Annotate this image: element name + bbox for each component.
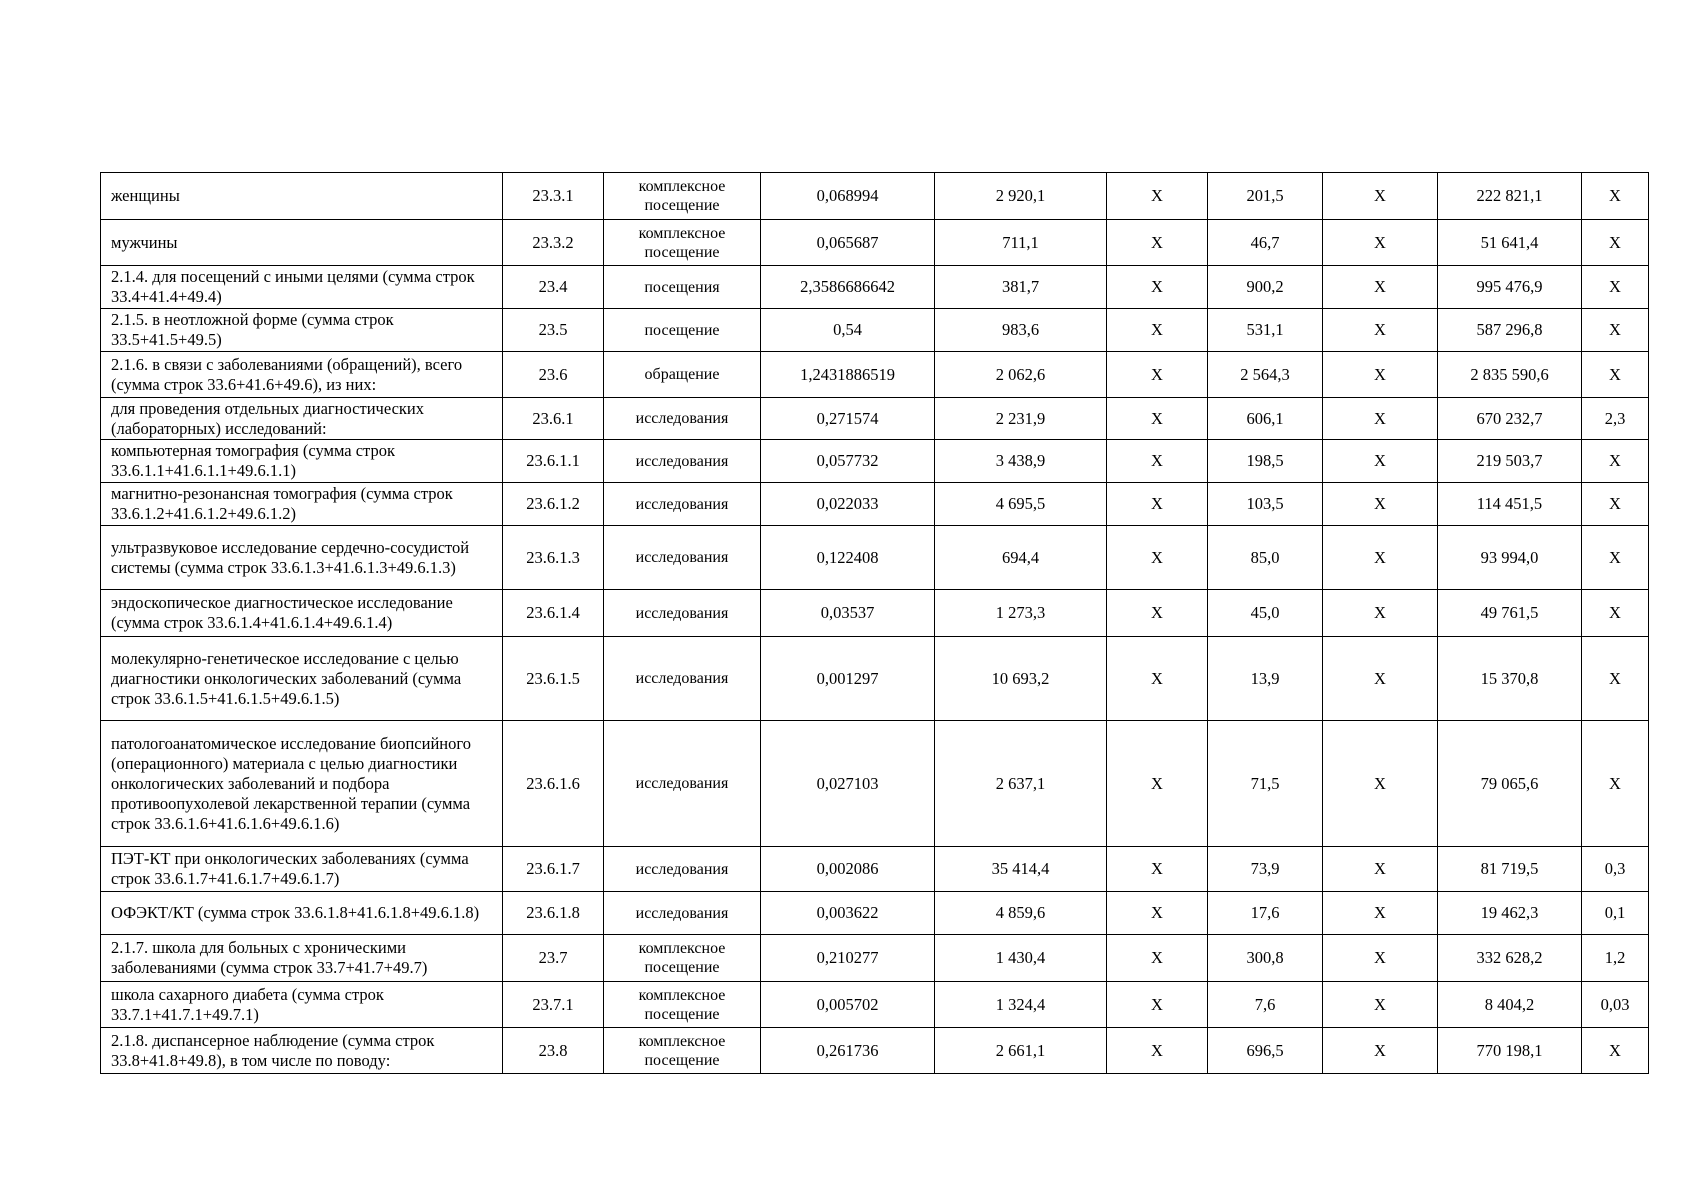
col8-cell: Х (1323, 220, 1438, 266)
norm-cell: 0,271574 (761, 398, 935, 440)
col8-cell: Х (1323, 526, 1438, 590)
col9-cell: 670 232,7 (1438, 398, 1582, 440)
row-code-cell: 23.4 (503, 266, 604, 309)
col7-cell: 900,2 (1208, 266, 1323, 309)
col8-cell: Х (1323, 440, 1438, 483)
row-name-cell: 2.1.8. диспансерное наблюдение (сумма строк 33.8+41.8+49.8), в том числе по поводу: (101, 1028, 503, 1074)
row-name-cell: магнитно-резонансная томография (сумма строк 33.6.1.2+41.6.1.2+49.6.1.2) (101, 483, 503, 526)
row-code-cell: 23.3.2 (503, 220, 604, 266)
col6-cell: Х (1107, 220, 1208, 266)
row-code-cell: 23.5 (503, 309, 604, 352)
norm-cell: 0,005702 (761, 982, 935, 1028)
col6-cell: Х (1107, 483, 1208, 526)
table-row (101, 440, 1649, 483)
table-row (101, 352, 1649, 398)
row-code-cell: 23.6.1 (503, 398, 604, 440)
unit-cell: исследования (604, 847, 761, 892)
col9-cell: 770 198,1 (1438, 1028, 1582, 1074)
col8-cell: Х (1323, 398, 1438, 440)
cost-cell: 2 637,1 (935, 721, 1107, 847)
cost-cell: 2 920,1 (935, 173, 1107, 220)
col10-cell: Х (1582, 483, 1649, 526)
cost-cell: 3 438,9 (935, 440, 1107, 483)
col10-cell: Х (1582, 526, 1649, 590)
table-row (101, 173, 1649, 220)
col10-cell: Х (1582, 266, 1649, 309)
table-row (101, 721, 1649, 847)
row-code-cell: 23.3.1 (503, 173, 604, 220)
col9-cell: 222 821,1 (1438, 173, 1582, 220)
norm-cell: 0,022033 (761, 483, 935, 526)
col6-cell: Х (1107, 892, 1208, 935)
norm-cell: 0,03537 (761, 590, 935, 637)
col8-cell: Х (1323, 847, 1438, 892)
col9-cell: 114 451,5 (1438, 483, 1582, 526)
col7-cell: 85,0 (1208, 526, 1323, 590)
table-row (101, 590, 1649, 637)
unit-cell: посещения (604, 266, 761, 309)
col10-cell: Х (1582, 309, 1649, 352)
col8-cell: Х (1323, 173, 1438, 220)
col9-cell: 51 641,4 (1438, 220, 1582, 266)
col8-cell: Х (1323, 721, 1438, 847)
table-row (101, 892, 1649, 935)
norm-cell: 0,122408 (761, 526, 935, 590)
col6-cell: Х (1107, 1028, 1208, 1074)
norm-cell: 0,057732 (761, 440, 935, 483)
unit-cell: исследования (604, 590, 761, 637)
cost-cell: 35 414,4 (935, 847, 1107, 892)
cost-cell: 1 273,3 (935, 590, 1107, 637)
col6-cell: Х (1107, 590, 1208, 637)
norm-cell: 1,2431886519 (761, 352, 935, 398)
row-code-cell: 23.6.1.7 (503, 847, 604, 892)
col7-cell: 73,9 (1208, 847, 1323, 892)
col7-cell: 7,6 (1208, 982, 1323, 1028)
row-name-cell: 2.1.7. школа для больных с хроническими заболеваниями (сумма строк 33.7+41.7+49.7) (101, 935, 503, 982)
row-name-cell: компьютерная томография (сумма строк 33.6.1.1+41.6.1.1+49.6.1.1) (101, 440, 503, 483)
norm-cell: 0,065687 (761, 220, 935, 266)
col7-cell: 17,6 (1208, 892, 1323, 935)
col7-cell: 71,5 (1208, 721, 1323, 847)
cost-cell: 1 430,4 (935, 935, 1107, 982)
table-row (101, 847, 1649, 892)
col9-cell: 81 719,5 (1438, 847, 1582, 892)
col9-cell: 93 994,0 (1438, 526, 1582, 590)
norm-cell: 0,261736 (761, 1028, 935, 1074)
col10-cell: Х (1582, 173, 1649, 220)
col7-cell: 198,5 (1208, 440, 1323, 483)
col7-cell: 201,5 (1208, 173, 1323, 220)
unit-cell: комплексное посещение (604, 982, 761, 1028)
unit-cell: комплексное посещение (604, 935, 761, 982)
row-name-cell: для проведения отдельных диагностических (лабораторных) исследований: (101, 398, 503, 440)
col9-cell: 49 761,5 (1438, 590, 1582, 637)
row-name-cell: 2.1.6. в связи с заболеваниями (обращений), всего (сумма строк 33.6+41.6+49.6), из них: (101, 352, 503, 398)
row-name-cell: патологоанатомическое исследование биопсийного (операционного) материала с целью диагностики онкологических заболеваний и подбора противоопухолевой лекарственной терапии (сумма строк 33.6.1.6+41.6.1.6+49.6.1.6) (101, 721, 503, 847)
col10-cell: 0,1 (1582, 892, 1649, 935)
col9-cell: 995 476,9 (1438, 266, 1582, 309)
col6-cell: Х (1107, 266, 1208, 309)
col6-cell: Х (1107, 352, 1208, 398)
row-code-cell: 23.6.1.8 (503, 892, 604, 935)
col9-cell: 19 462,3 (1438, 892, 1582, 935)
col10-cell: Х (1582, 637, 1649, 721)
col10-cell: 1,2 (1582, 935, 1649, 982)
col6-cell: Х (1107, 398, 1208, 440)
norm-cell: 0,54 (761, 309, 935, 352)
col10-cell: Х (1582, 721, 1649, 847)
row-code-cell: 23.8 (503, 1028, 604, 1074)
col9-cell: 2 835 590,6 (1438, 352, 1582, 398)
col6-cell: Х (1107, 847, 1208, 892)
col7-cell: 45,0 (1208, 590, 1323, 637)
col10-cell: 0,03 (1582, 982, 1649, 1028)
col8-cell: Х (1323, 309, 1438, 352)
cost-cell: 4 695,5 (935, 483, 1107, 526)
col7-cell: 531,1 (1208, 309, 1323, 352)
table-row (101, 483, 1649, 526)
norm-cell: 0,001297 (761, 637, 935, 721)
unit-cell: посещение (604, 309, 761, 352)
cost-cell: 10 693,2 (935, 637, 1107, 721)
cost-cell: 4 859,6 (935, 892, 1107, 935)
table-row (101, 309, 1649, 352)
row-code-cell: 23.6.1.1 (503, 440, 604, 483)
unit-cell: обращение (604, 352, 761, 398)
row-code-cell: 23.6 (503, 352, 604, 398)
table-row (101, 266, 1649, 309)
cost-cell: 694,4 (935, 526, 1107, 590)
col6-cell: Х (1107, 721, 1208, 847)
col6-cell: Х (1107, 935, 1208, 982)
row-name-cell: 2.1.5. в неотложной форме (сумма строк 33.5+41.5+49.5) (101, 309, 503, 352)
unit-cell: исследования (604, 892, 761, 935)
norm-cell: 2,3586686642 (761, 266, 935, 309)
col7-cell: 606,1 (1208, 398, 1323, 440)
norm-cell: 0,027103 (761, 721, 935, 847)
unit-cell: исследования (604, 483, 761, 526)
col9-cell: 8 404,2 (1438, 982, 1582, 1028)
col9-cell: 79 065,6 (1438, 721, 1582, 847)
col8-cell: Х (1323, 266, 1438, 309)
cost-cell: 711,1 (935, 220, 1107, 266)
cost-cell: 2 062,6 (935, 352, 1107, 398)
col7-cell: 300,8 (1208, 935, 1323, 982)
col7-cell: 2 564,3 (1208, 352, 1323, 398)
col10-cell: Х (1582, 220, 1649, 266)
norm-cell: 0,068994 (761, 173, 935, 220)
row-name-cell: школа сахарного диабета (сумма строк 33.7.1+41.7.1+49.7.1) (101, 982, 503, 1028)
row-code-cell: 23.7.1 (503, 982, 604, 1028)
unit-cell: комплексное посещение (604, 220, 761, 266)
col6-cell: Х (1107, 526, 1208, 590)
col6-cell: Х (1107, 173, 1208, 220)
row-name-cell: 2.1.4. для посещений с иными целями (сумма строк 33.4+41.4+49.4) (101, 266, 503, 309)
col10-cell: Х (1582, 1028, 1649, 1074)
col9-cell: 587 296,8 (1438, 309, 1582, 352)
row-code-cell: 23.6.1.4 (503, 590, 604, 637)
norm-cell: 0,003622 (761, 892, 935, 935)
row-name-cell: эндоскопическое диагностическое исследование (сумма строк 33.6.1.4+41.6.1.4+49.6.1.4) (101, 590, 503, 637)
cost-cell: 1 324,4 (935, 982, 1107, 1028)
col10-cell: 2,3 (1582, 398, 1649, 440)
table-row (101, 935, 1649, 982)
unit-cell: исследования (604, 440, 761, 483)
table-row (101, 398, 1649, 440)
col7-cell: 696,5 (1208, 1028, 1323, 1074)
cost-cell: 381,7 (935, 266, 1107, 309)
col8-cell: Х (1323, 1028, 1438, 1074)
col8-cell: Х (1323, 590, 1438, 637)
col10-cell: Х (1582, 440, 1649, 483)
col6-cell: Х (1107, 309, 1208, 352)
unit-cell: исследования (604, 398, 761, 440)
cost-cell: 2 231,9 (935, 398, 1107, 440)
cost-cell: 2 661,1 (935, 1028, 1107, 1074)
col7-cell: 103,5 (1208, 483, 1323, 526)
unit-cell: исследования (604, 526, 761, 590)
col6-cell: Х (1107, 440, 1208, 483)
col8-cell: Х (1323, 935, 1438, 982)
col8-cell: Х (1323, 352, 1438, 398)
col6-cell: Х (1107, 637, 1208, 721)
row-code-cell: 23.6.1.6 (503, 721, 604, 847)
col10-cell: Х (1582, 590, 1649, 637)
col8-cell: Х (1323, 892, 1438, 935)
col9-cell: 15 370,8 (1438, 637, 1582, 721)
col10-cell: 0,3 (1582, 847, 1649, 892)
row-name-cell: молекулярно-генетическое исследование с целью диагностики онкологических заболеваний (сумма строк 33.6.1.5+41.6.1.5+49.6.1.5) (101, 637, 503, 721)
norm-cell: 0,002086 (761, 847, 935, 892)
table-row (101, 1028, 1649, 1074)
col7-cell: 13,9 (1208, 637, 1323, 721)
col6-cell: Х (1107, 982, 1208, 1028)
col8-cell: Х (1323, 982, 1438, 1028)
unit-cell: исследования (604, 637, 761, 721)
unit-cell: исследования (604, 721, 761, 847)
row-name-cell: ОФЭКТ/КТ (сумма строк 33.6.1.8+41.6.1.8+49.6.1.8) (101, 892, 503, 935)
row-name-cell: женщины (101, 173, 503, 220)
unit-cell: комплексное посещение (604, 173, 761, 220)
row-name-cell: ультразвуковое исследование сердечно-сосудистой системы (сумма строк 33.6.1.3+41.6.1.3+49.6.1.3) (101, 526, 503, 590)
row-code-cell: 23.6.1.3 (503, 526, 604, 590)
col10-cell: Х (1582, 352, 1649, 398)
table-row (101, 637, 1649, 721)
row-name-cell: мужчины (101, 220, 503, 266)
row-code-cell: 23.7 (503, 935, 604, 982)
table-row (101, 982, 1649, 1028)
table-row (101, 526, 1649, 590)
col8-cell: Х (1323, 483, 1438, 526)
norm-cell: 0,210277 (761, 935, 935, 982)
unit-cell: комплексное посещение (604, 1028, 761, 1074)
table-row (101, 220, 1649, 266)
col8-cell: Х (1323, 637, 1438, 721)
col9-cell: 219 503,7 (1438, 440, 1582, 483)
col7-cell: 46,7 (1208, 220, 1323, 266)
row-code-cell: 23.6.1.2 (503, 483, 604, 526)
col9-cell: 332 628,2 (1438, 935, 1582, 982)
data-table (100, 172, 1649, 1074)
row-name-cell: ПЭТ-КТ при онкологических заболеваниях (сумма строк 33.6.1.7+41.6.1.7+49.6.1.7) (101, 847, 503, 892)
cost-cell: 983,6 (935, 309, 1107, 352)
table-body (101, 173, 1649, 1074)
row-code-cell: 23.6.1.5 (503, 637, 604, 721)
